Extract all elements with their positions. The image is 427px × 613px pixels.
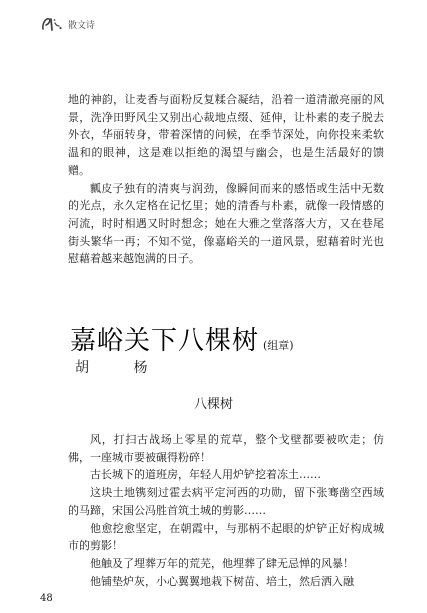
article-paragraph: 古长城下的道班房，年轻人用炉铲挖着冻土…… — [90, 468, 321, 482]
article-paragraph: 风，打扫古战场上零星的荒草，整个戈壁都要被吹走；仿佛，一座城市要被碾得粉碎！ — [68, 433, 384, 464]
author-name: 胡 杨 — [75, 360, 168, 376]
essay-paragraph: 瓤皮子独有的清爽与润劲，像瞬间而来的感悟或生活中无数的光点，永久定格在记忆里；她的清香与朴素，就像一段情感的河流，时时相遇又时时想念；她在大雅之堂落落大方，又在巷尾街头繁华一再；不知不觉，像嘉峪关的一道风景，慰藉着时光也慰藉着越来越饱满的日子。 — [68, 181, 384, 266]
essay-continuation — [68, 91, 384, 268]
article-paragraph: 这块土地镌刻过霍去病平定河西的功勋，留下张骞凿空西域的马蹄，宋国公冯胜首筑土城的剪影…… — [68, 486, 384, 517]
section-label: 散文诗 — [68, 20, 96, 31]
calligraphy-logo-icon — [40, 15, 64, 33]
article-body — [68, 431, 384, 590]
article-title: 嘉峪关下八棵树 — [70, 326, 260, 356]
page-header — [40, 14, 95, 34]
page-number: 48 — [40, 593, 53, 604]
article-paragraph: 他触及了埋葬万年的荒芜，他埋葬了肆无忌惮的风暴！ — [90, 556, 354, 570]
article-subtitle: (组章) — [263, 339, 294, 352]
article-paragraph: 他铺垫炉灰，小心翼翼地栽下树苗、培土，然后洒入融 — [90, 574, 354, 588]
article-paragraph: 他愈挖愈坚定，在朝霞中，与那柄不起眼的炉铲正好构成城市的剪影！ — [68, 521, 384, 553]
essay-paragraph: 地的神韵，让麦香与面粉反复糅合凝结，沿着一道清澈亮丽的风景，洗净田野风尘又别出心裁地点缀、延伸，让朴素的麦子脱去外衣，华丽转身，带着深情的问候，在季节深处，向你投来柔软温和的眼神，这是难以拒绝的渴望与幽会，也是生活最好的馈赠。 — [68, 93, 384, 177]
section-title: 八棵树 — [193, 397, 233, 412]
article-title-row — [70, 320, 294, 357]
